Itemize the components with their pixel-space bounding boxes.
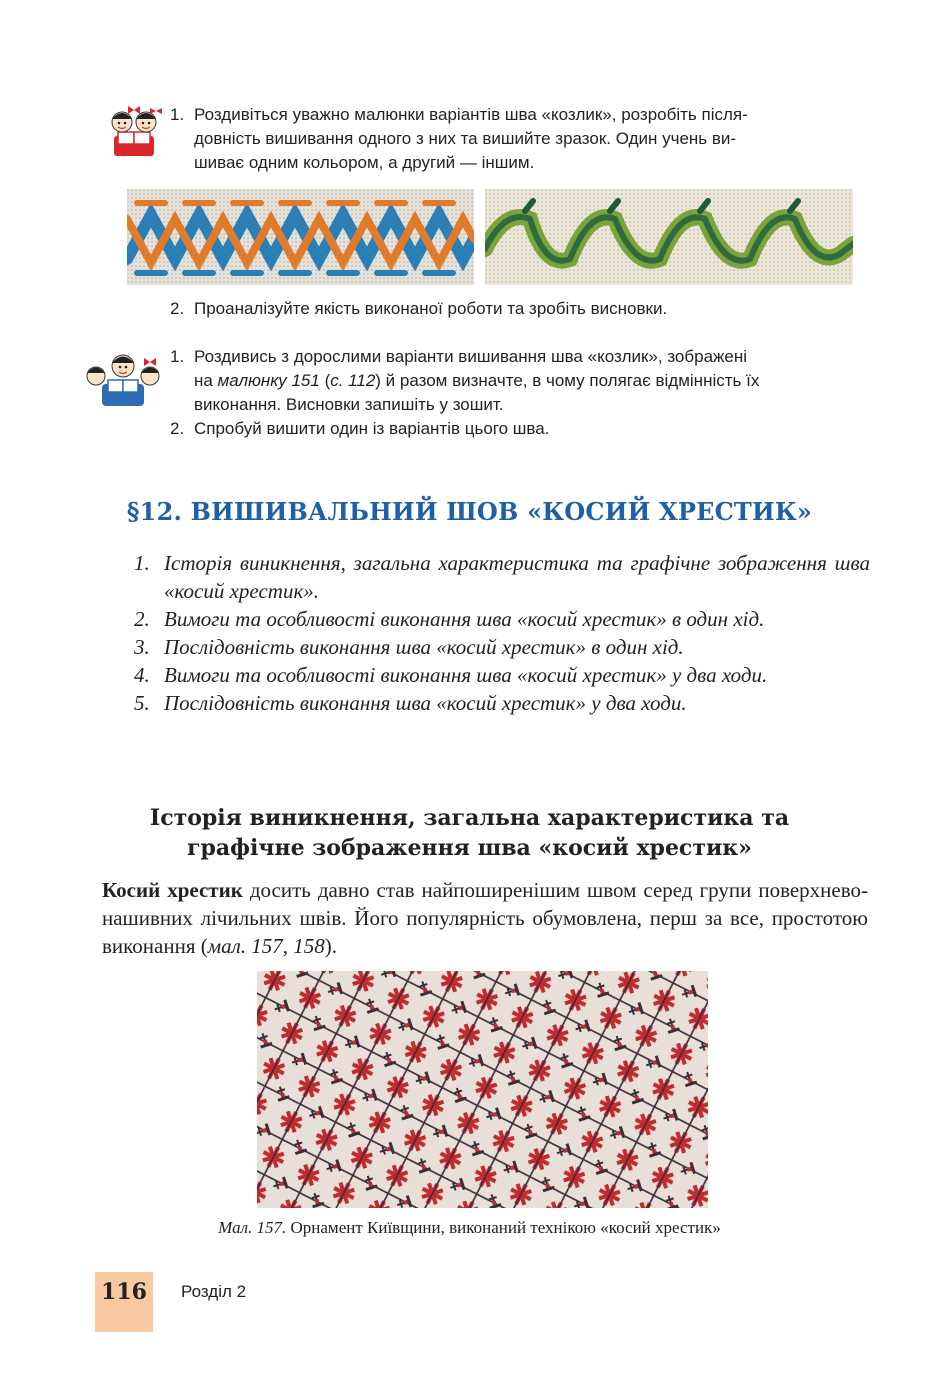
task-line: ) й разом визначте, в чому полягає відмінність їх [375, 371, 760, 390]
subheading [0, 803, 939, 863]
task-number: 2. [170, 419, 185, 438]
figure-reference: малюнку 151 [217, 371, 320, 390]
task-line: на [194, 371, 218, 390]
task-line: шиває одним кольором, а другий — іншим. [194, 153, 535, 172]
subheading-line: графічне зображення шва «косий хрестик» [187, 835, 752, 861]
outline-item: 2. Вимоги та особливості виконання шва «косий хрестик» в один хід. [134, 607, 765, 631]
family-icon [82, 348, 164, 408]
task-group-2 [170, 345, 759, 441]
caption-label: Мал. 157. [218, 1218, 287, 1237]
intro-paragraph: Косий хрестик досить давно став найпоширенішим швом серед групи поверхнево-нашивних лічильних швів. Його популярність обумовлена, перш за все, простотою виконання (мал. 157, 158). [102, 878, 869, 958]
task-group-1-item-2 [170, 297, 667, 321]
ornament-photo [257, 971, 708, 1208]
pair-icon [104, 102, 164, 160]
outline-item: 4. Вимоги та особливості виконання шва «косий хрестик» у два ходи. [134, 663, 768, 687]
figure-caption [0, 1218, 939, 1238]
task-number: 1. [170, 347, 185, 366]
term: Косий хрестик [102, 878, 243, 902]
task-line: ( [319, 371, 331, 390]
task-group-1-item-1 [170, 103, 748, 175]
section-label: Розділ 2 [181, 1282, 247, 1301]
task-line: Проаналізуйте якість виконаної роботи та зробіть висновки. [194, 299, 668, 318]
task-line: виконання. Висновки запишіть у зошит. [194, 395, 504, 414]
task-line: Роздивись з дорослими варіанти вишивання шва «козлик», зображені [194, 347, 748, 366]
task-line: довність вишивання одного з них та вишийте зразок. Один учень ви- [194, 129, 737, 148]
task-number: 1. [170, 105, 185, 124]
outline-item: 5. Послідовність виконання шва «косий хрестик» у два ходи. [134, 691, 687, 715]
section-outline [134, 549, 870, 717]
stitch-photo-blue-orange [127, 189, 474, 285]
section-title: §12. ВИШИВАЛЬНИЙ ШОВ «КОСИЙ ХРЕСТИК» [126, 497, 813, 526]
page-reference: с. 112 [330, 371, 376, 390]
task-number: 2. [170, 299, 185, 318]
caption-text: Орнамент Київщини, виконаний технікою «косий хрестик» [286, 1218, 721, 1237]
subheading-line: Історія виникнення, загальна характеристика та [149, 805, 790, 831]
page-number: 116 [101, 1279, 147, 1305]
stitch-photo-green [485, 189, 853, 285]
task-line: Роздивіться уважно малюнки варіантів шва «козлик», розробіть після- [194, 105, 748, 124]
outline-item: 3. Послідовність виконання шва «косий хрестик» в один хід. [134, 635, 684, 659]
outline-item: 1. Історія виникнення, загальна характеристика та графічне зображення шва «косий хрестик». [134, 551, 870, 603]
task-line: Спробуй вишити один із варіантів цього шва. [194, 419, 550, 438]
figure-reference: мал. 157, 158 [207, 934, 325, 958]
